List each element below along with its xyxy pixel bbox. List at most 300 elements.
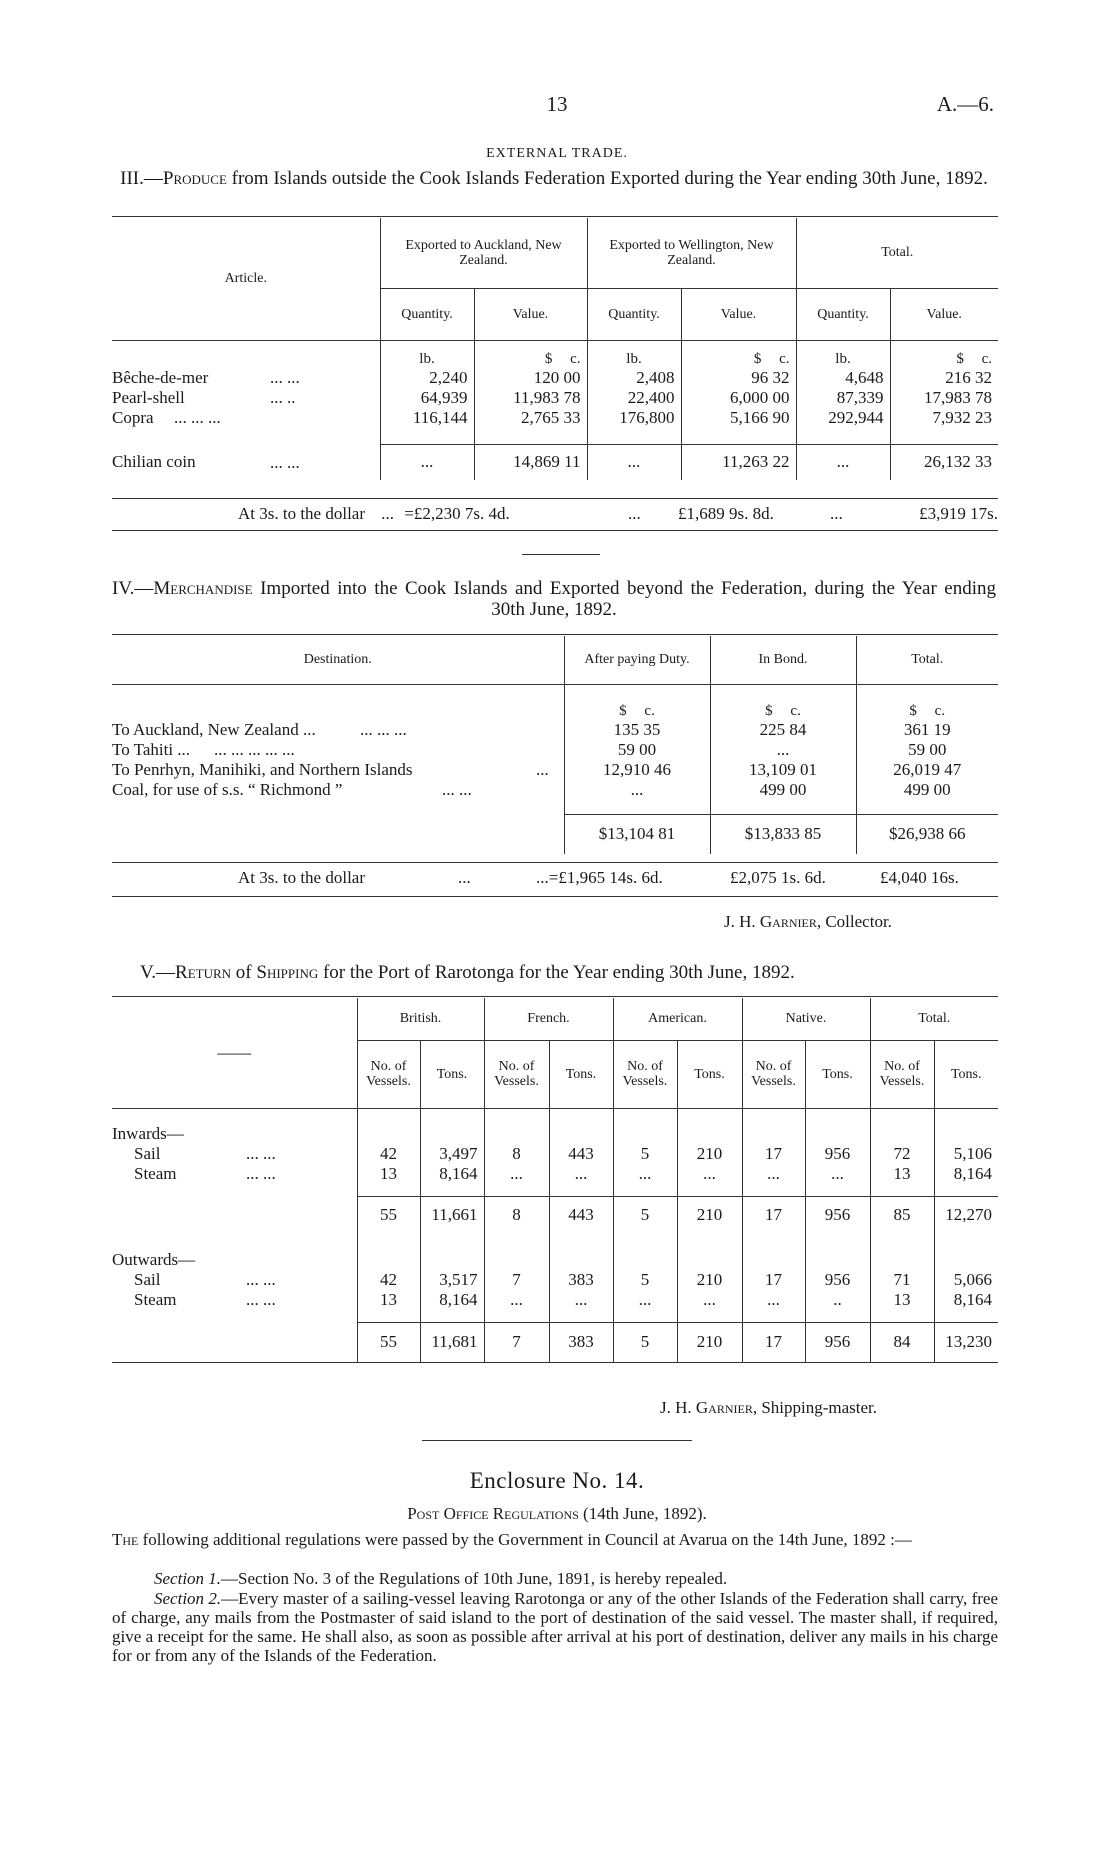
table3-title-number: III.— <box>120 168 163 189</box>
table3-spacer-cell <box>112 428 380 444</box>
table5-outwards-total: 210 <box>677 1322 742 1362</box>
table3-total-quantity: 87,339 <box>796 388 890 408</box>
table5-row-label: Steam <box>134 1164 177 1183</box>
table4-destination-cell <box>112 780 564 800</box>
table5-col-vessels: No. of Vessels. <box>870 1040 934 1108</box>
table5-title-number: V.— <box>140 962 176 983</box>
section-1-text: —Section No. 3 of the Regulations of 10th June, 1891, is hereby repealed. <box>221 1569 728 1588</box>
table5-cell: ... <box>677 1164 742 1184</box>
separator-rule <box>422 1440 692 1441</box>
table5-top-rule <box>112 996 998 997</box>
leader-dots: ... ... <box>246 1290 276 1309</box>
table5-spacer-cell <box>677 1108 742 1144</box>
table3-wellington-value: 6,000 00 <box>681 388 796 408</box>
collector-title: Collector. <box>825 912 892 931</box>
table5-outwards-total: 5 <box>613 1322 677 1362</box>
enclosure-subheading-keyword: Post Office Regulations <box>407 1504 579 1523</box>
table3-auckland-value: 120 00 <box>474 368 587 388</box>
shipping-master-name: J. H. Garnier, <box>660 1398 758 1417</box>
table5-spacer-cell <box>742 1184 805 1196</box>
table5-cell: 72 <box>870 1144 934 1164</box>
table5-spacer-cell <box>870 1184 934 1196</box>
table4-total-after-duty: $13,104 81 <box>564 814 710 854</box>
table3-unit-lb: lb. <box>587 340 681 368</box>
enclosure-intro-text: following additional regulations were passed by the Government in Council at Avarua on the 14th June, 1892 :— <box>142 1530 912 1549</box>
table5-cell: 8,164 <box>953 1164 992 1183</box>
table4-destination-name: Coal, for use of s.s. “ Richmond ” <box>112 780 343 799</box>
table5-outwards-total: 17 <box>742 1322 805 1362</box>
table3-auckland-value: 14,869 11 <box>474 444 587 480</box>
table5-shipping-return <box>112 998 998 1363</box>
table3-wellington-quantity: ... <box>587 444 681 480</box>
table-row <box>112 740 998 760</box>
table5-title-keyword: Return <box>175 962 232 983</box>
table4-destination-cell <box>112 740 564 760</box>
table4-destination-name: To Penrhyn, Manihiki, and Northern Islands <box>112 760 413 779</box>
table5-spacer-cell <box>112 1196 357 1234</box>
table5-cell: ... <box>484 1290 549 1310</box>
table3-sterling-row <box>238 504 510 524</box>
leader-dots: ... <box>381 504 395 523</box>
table5-spacer-cell <box>934 1234 998 1270</box>
table5-cell: 8,164 <box>953 1290 992 1309</box>
table3-auckland-quantity: 116,144 <box>380 408 474 428</box>
table5-group-native: Native. <box>742 998 870 1040</box>
table5-spacer-cell <box>613 1108 677 1144</box>
leader-dots: ... ... <box>442 780 472 799</box>
table4-sterling-in-bond: £2,075 1s. 6d. <box>730 868 826 887</box>
table5-spacer-cell <box>677 1310 742 1322</box>
enclosure-lead-word: The <box>112 1530 139 1549</box>
table4-in-bond-value: 499 00 <box>710 780 856 800</box>
table4-destination-cell <box>112 760 564 780</box>
table5-spacer-cell <box>742 1234 805 1270</box>
table5-cell: 956 <box>805 1144 870 1164</box>
table5-spacer-cell <box>549 1184 613 1196</box>
table5-inwards-total: 85 <box>870 1196 934 1234</box>
table4-bottom-rule <box>112 896 998 897</box>
table4-after-duty-value: 59 00 <box>564 740 710 760</box>
table5-col-vessels: No. of Vessels. <box>484 1040 549 1108</box>
table5-spacer-cell <box>484 1234 549 1270</box>
table5-outwards-total: 13,230 <box>934 1322 998 1362</box>
table4-spacer-cell <box>564 800 710 814</box>
table4-header-in-bond: In Bond. <box>710 636 856 684</box>
table5-cell: ... <box>742 1290 805 1310</box>
page-number: 13 <box>546 92 568 116</box>
table3-auckland-quantity: 64,939 <box>380 388 474 408</box>
table3-total-quantity: 4,648 <box>796 368 890 388</box>
table5-spacer-cell <box>420 1184 484 1196</box>
table5-cell: 956 <box>805 1270 870 1290</box>
table5-outwards-total: 956 <box>805 1322 870 1362</box>
table3-sterling-auckland: =£2,230 7s. 4d. <box>404 504 510 523</box>
table4-spacer-cell <box>710 800 856 814</box>
table4-sterling-label: At 3s. to the dollar <box>238 868 366 887</box>
table5-spacer-cell <box>805 1184 870 1196</box>
table4-header-after-duty: After paying Duty. <box>564 636 710 684</box>
table4-total-value: 59 00 <box>908 740 947 759</box>
table5-row-label-cell <box>112 1144 357 1164</box>
table4-in-bond-value: 13,109 01 <box>710 760 856 780</box>
table3-total-value: 216 32 <box>945 368 992 387</box>
table-row <box>112 1270 998 1290</box>
table5-group-british: British. <box>357 998 484 1040</box>
table3-article-name: Pearl-shell <box>112 388 185 407</box>
table5-spacer-cell <box>934 1310 998 1322</box>
table5-outwards-total: 84 <box>870 1322 934 1362</box>
table4-signature <box>724 912 892 932</box>
table5-inwards-total: 55 <box>357 1196 420 1234</box>
table-row <box>112 814 998 854</box>
table3-auckland-value: 11,983 78 <box>474 388 587 408</box>
table3-header-wellington: Exported to Wellington, New Zealand. <box>587 218 796 288</box>
table3-total-quantity: 292,944 <box>796 408 890 428</box>
table4-spacer-cell <box>112 800 564 814</box>
table5-outwards-total: 7 <box>484 1322 549 1362</box>
table5-inwards-total: 11,661 <box>420 1196 484 1234</box>
section-2-label: Section 2. <box>154 1589 222 1608</box>
table5-cell: 210 <box>677 1144 742 1164</box>
table5-spacer-cell <box>613 1234 677 1270</box>
table5-cell: 5,066 <box>953 1270 992 1289</box>
table4-destination-cell <box>112 720 564 740</box>
table-row <box>112 760 998 780</box>
table4-total-value: 361 19 <box>903 720 951 739</box>
table5-cell: 71 <box>870 1270 934 1290</box>
table5-cell: .. <box>805 1290 870 1310</box>
document-reference: A.—6. <box>936 92 994 116</box>
leader-dots: ... <box>830 504 843 523</box>
table4-spacer-cell <box>856 800 998 814</box>
table4-total-value: 499 00 <box>903 780 951 799</box>
table3-title <box>112 168 996 189</box>
leader-dots: ... ... ... <box>360 720 407 739</box>
leader-dots: ... ... ... <box>174 408 221 427</box>
table3-wellington-quantity: 2,408 <box>587 368 681 388</box>
table5-row-label-cell <box>112 1290 357 1310</box>
leader-dots: ... ... <box>270 453 300 472</box>
table3-unit-lb: lb. <box>380 340 474 368</box>
table4-merchandise-exports <box>112 636 998 854</box>
table3-sterling-label: At 3s. to the dollar <box>238 504 366 523</box>
table5-cell: 3,497 <box>420 1144 484 1164</box>
table5-cell: ... <box>805 1164 870 1184</box>
table5-inwards-total: 443 <box>549 1196 613 1234</box>
table5-spacer-cell <box>484 1310 549 1322</box>
table3-divider-rule <box>112 498 998 499</box>
shipping-master-title: Shipping-master. <box>761 1398 878 1417</box>
table4-unit-value: $ c. <box>564 684 710 720</box>
table5-cell: 13 <box>870 1290 934 1310</box>
table5-spacer-cell <box>934 1184 998 1196</box>
table3-title-keyword: Produce <box>162 168 227 189</box>
table-row <box>112 1144 998 1164</box>
table3-article-name: Bêche-de-mer <box>112 368 209 387</box>
table3-auckland-quantity: 2,240 <box>380 368 474 388</box>
table4-grand-total: $26,938 66 <box>889 824 966 844</box>
table3-bottom-rule <box>112 530 998 531</box>
table5-cell: 42 <box>357 1144 420 1164</box>
table5-cell: 13 <box>357 1164 420 1184</box>
table5-outwards-total: 55 <box>357 1322 420 1362</box>
table5-row-label: Sail <box>134 1144 161 1163</box>
table-row <box>112 1164 998 1184</box>
table5-signature <box>660 1398 877 1418</box>
table5-spacer-cell <box>805 1310 870 1322</box>
table3-article-name: Chilian coin <box>112 452 196 471</box>
table5-spacer-cell <box>549 1310 613 1322</box>
table4-spacer-cell <box>112 684 564 720</box>
table4-after-duty-value: ... <box>564 780 710 800</box>
section-caption: EXTERNAL TRADE. <box>486 146 628 161</box>
table5-cell: ... <box>549 1290 613 1310</box>
table3-subheader-value: Value. <box>890 288 998 340</box>
table5-row-label: Sail <box>134 1270 161 1289</box>
table3-spacer-cell <box>796 428 890 444</box>
table4-divider-rule <box>112 862 998 863</box>
table5-cell: 42 <box>357 1270 420 1290</box>
table5-inwards-total: 956 <box>805 1196 870 1234</box>
table5-outwards-label: Outwards— <box>112 1234 357 1270</box>
table5-col-vessels: No. of Vessels. <box>613 1040 677 1108</box>
table5-spacer-cell <box>112 1310 357 1322</box>
table5-spacer-cell <box>870 1234 934 1270</box>
table5-spacer-cell <box>934 1108 998 1144</box>
table-row <box>112 368 998 388</box>
table-row <box>112 1196 998 1234</box>
table3-sterling-total: £3,919 17s. <box>919 504 998 523</box>
table4-after-duty-value: 135 35 <box>564 720 710 740</box>
table5-spacer-cell <box>613 1184 677 1196</box>
table4-title-text: Imported into the Cook Islands and Exported beyond the Federation, during the Year ending 30th June, 1892. <box>260 578 996 620</box>
table4-total-in-bond: $13,833 85 <box>710 814 856 854</box>
table3-total-quantity: ... <box>796 444 890 480</box>
table3-wellington-value: 11,263 22 <box>681 444 796 480</box>
enclosure-subheading <box>0 1504 1114 1524</box>
table3-auckland-quantity: ... <box>380 444 474 480</box>
table4-spacer-cell <box>112 814 564 854</box>
table5-spacer-cell <box>357 1184 420 1196</box>
table3-subheader-quantity: Quantity. <box>796 288 890 340</box>
table5-cell: ... <box>742 1164 805 1184</box>
leader-dots: ... ... ... ... ... <box>214 740 295 759</box>
table4-in-bond-value: 225 84 <box>710 720 856 740</box>
table5-spacer-cell <box>357 1310 420 1322</box>
table5-cell: ... <box>677 1290 742 1310</box>
separator-rule <box>522 554 600 555</box>
table3-unit-value: $ c. <box>956 351 992 367</box>
table4-destination-name: To Tahiti ... <box>112 740 191 759</box>
table5-inwards-total: 12,270 <box>945 1205 992 1225</box>
table3-top-rule <box>112 216 998 217</box>
table4-unit-value: $ c. <box>909 703 946 719</box>
table5-spacer-cell <box>742 1310 805 1322</box>
enclosure-heading: Enclosure No. 14. <box>469 1468 645 1493</box>
table-row <box>112 408 998 428</box>
table3-title-text: from Islands outside the Cook Islands Federation Exported during the Year ending 30th June, 1892. <box>231 168 988 189</box>
table5-spacer-cell <box>484 1108 549 1144</box>
table5-cell: 7 <box>484 1270 549 1290</box>
section-1-label: Section 1. <box>154 1569 222 1588</box>
table5-title <box>140 962 795 983</box>
leader-dots: ... <box>536 760 549 779</box>
table5-group-american: American. <box>613 998 742 1040</box>
table3-subheader-quantity: Quantity. <box>587 288 681 340</box>
table3-spacer-cell <box>587 428 681 444</box>
table-row <box>112 720 998 740</box>
table5-cell: 8,164 <box>420 1164 484 1184</box>
table5-col-tons: Tons. <box>677 1040 742 1108</box>
table3-sterling-wellington: £1,689 9s. 8d. <box>678 504 774 523</box>
table5-row-label-cell <box>112 1270 357 1290</box>
table5-outwards-total: 11,681 <box>420 1322 484 1362</box>
table-row <box>112 1290 998 1310</box>
table4-total-value: 26,019 47 <box>893 760 962 779</box>
leader-dots: ... <box>628 504 641 523</box>
table3-article-cell <box>112 408 380 428</box>
table5-inwards-label: Inwards— <box>112 1108 357 1144</box>
table5-cell: 5 <box>613 1144 677 1164</box>
table3-article-cell <box>112 368 380 388</box>
table5-col-vessels: No. of Vessels. <box>357 1040 420 1108</box>
table5-col-tons: Tons. <box>420 1040 484 1108</box>
table5-spacer-cell <box>677 1234 742 1270</box>
table5-cell: 5 <box>613 1270 677 1290</box>
table4-unit-value: $ c. <box>710 684 856 720</box>
table3-header-total: Total. <box>796 218 998 288</box>
table4-sterling-total: £4,040 16s. <box>880 868 959 887</box>
enclosure-section-1 <box>112 1569 998 1588</box>
leader-dots: ... <box>458 868 471 887</box>
table5-cell: ... <box>613 1290 677 1310</box>
table5-spacer-cell <box>613 1310 677 1322</box>
enclosure-subheading-date: (14th June, 1892). <box>583 1504 707 1523</box>
table5-cell: 8,164 <box>420 1290 484 1310</box>
table5-row-label: Steam <box>134 1290 177 1309</box>
enclosure-section-2 <box>112 1589 998 1665</box>
table5-spacer-cell <box>805 1234 870 1270</box>
table5-spacer-cell <box>805 1108 870 1144</box>
table3-total-value: 17,983 78 <box>924 388 992 407</box>
table5-cell: ... <box>484 1164 549 1184</box>
table5-spacer-cell <box>549 1108 613 1144</box>
table5-group-french: French. <box>484 998 613 1040</box>
table-row <box>112 780 998 800</box>
table5-spacer-cell <box>420 1108 484 1144</box>
table5-inwards-total: 17 <box>742 1196 805 1234</box>
table3-unit-value: $ c. <box>474 340 587 368</box>
table5-spacer-cell <box>112 1184 357 1196</box>
table-row <box>112 388 998 408</box>
table5-cell: 17 <box>742 1144 805 1164</box>
table4-sterling-after-duty: ...=£1,965 14s. 6d. <box>536 868 663 887</box>
table5-spacer-cell <box>742 1108 805 1144</box>
table5-col-vessels: No. of Vessels. <box>742 1040 805 1108</box>
table5-col-tons: Tons. <box>934 1040 998 1108</box>
table5-col-tons: Tons. <box>805 1040 870 1108</box>
table3-article-cell <box>112 388 380 408</box>
enclosure-intro-paragraph <box>112 1530 998 1549</box>
table4-title-number: IV.— <box>112 578 154 599</box>
table3-article-name: Copra <box>112 408 154 427</box>
table5-spacer-cell <box>549 1234 613 1270</box>
table5-inwards-total: 8 <box>484 1196 549 1234</box>
table3-total-value: 26,132 33 <box>924 452 992 472</box>
table3-spacer-cell <box>380 428 474 444</box>
table3-spacer-cell <box>681 428 796 444</box>
leader-dots: ... ... <box>246 1270 276 1289</box>
table5-cell: 443 <box>549 1144 613 1164</box>
table3-article-cell <box>112 444 380 480</box>
table5-spacer-cell <box>420 1234 484 1270</box>
table5-cell: 8 <box>484 1144 549 1164</box>
table5-spacer-cell <box>870 1108 934 1144</box>
table5-cell: ... <box>613 1164 677 1184</box>
table5-stub-header: —— <box>112 998 357 1108</box>
leader-dots: ... ... <box>270 368 300 387</box>
table3-wellington-value: 96 32 <box>681 368 796 388</box>
table4-header-destination: Destination. <box>112 636 564 684</box>
table-row <box>112 1322 998 1362</box>
table5-cell: 210 <box>677 1270 742 1290</box>
leader-dots: ... ... <box>246 1164 276 1183</box>
table-row <box>112 444 998 480</box>
table3-spacer-cell <box>112 340 380 368</box>
table5-cell: 383 <box>549 1270 613 1290</box>
table5-cell: ... <box>549 1164 613 1184</box>
table3-subheader-value: Value. <box>474 288 587 340</box>
table3-header-article: Article. <box>112 218 380 340</box>
table4-destination-name: To Auckland, New Zealand ... <box>112 720 316 739</box>
table5-outwards-total: 383 <box>549 1322 613 1362</box>
table3-wellington-value: 5,166 90 <box>681 408 796 428</box>
table5-cell: 5,106 <box>953 1144 992 1163</box>
table3-subheader-quantity: Quantity. <box>380 288 474 340</box>
table3-wellington-quantity: 176,800 <box>587 408 681 428</box>
table4-in-bond-value: ... <box>710 740 856 760</box>
collector-name: J. H. Garnier, <box>724 912 822 931</box>
table5-spacer-cell <box>112 1322 357 1362</box>
table3-auckland-value: 2,765 33 <box>474 408 587 428</box>
table3-spacer-cell <box>890 428 998 444</box>
table5-spacer-cell <box>420 1310 484 1322</box>
table5-col-tons: Tons. <box>549 1040 613 1108</box>
table5-row-label-cell <box>112 1164 357 1184</box>
table5-group-total: Total. <box>870 998 998 1040</box>
table5-inwards-total: 210 <box>677 1196 742 1234</box>
table5-spacer-cell <box>870 1310 934 1322</box>
table5-inwards-total: 5 <box>613 1196 677 1234</box>
table5-cell: 3,517 <box>420 1270 484 1290</box>
section-2-text: —Every master of a sailing-vessel leaving Rarotonga or any of the other Islands of the Federation shall carry, free of charge, any mails from the Postmaster of said island to the port of destination of the said vessel. The master shall, if required, give a receipt for the same. He shall also, as soon as possible after arrival at his port of destination, deliver any mails in his charge for or from any of the Islands of the Federation. <box>112 1589 998 1665</box>
table3-unit-lb: lb. <box>796 340 890 368</box>
table5-spacer-cell <box>357 1234 420 1270</box>
table5-title-of: of <box>235 962 252 983</box>
table4-top-rule <box>112 634 998 635</box>
leader-dots: ... .. <box>270 388 296 407</box>
table5-cell: 17 <box>742 1270 805 1290</box>
table5-cell: 13 <box>870 1164 934 1184</box>
table3-total-value: 7,932 23 <box>932 408 992 427</box>
table3-wellington-quantity: 22,400 <box>587 388 681 408</box>
table5-title-keyword: Shipping <box>256 962 319 983</box>
table3-unit-value: $ c. <box>681 340 796 368</box>
table4-after-duty-value: 12,910 46 <box>564 760 710 780</box>
table4-header-total: Total. <box>856 636 998 684</box>
table4-title-keyword: Merchandise <box>153 578 253 599</box>
table3-subheader-value: Value. <box>681 288 796 340</box>
